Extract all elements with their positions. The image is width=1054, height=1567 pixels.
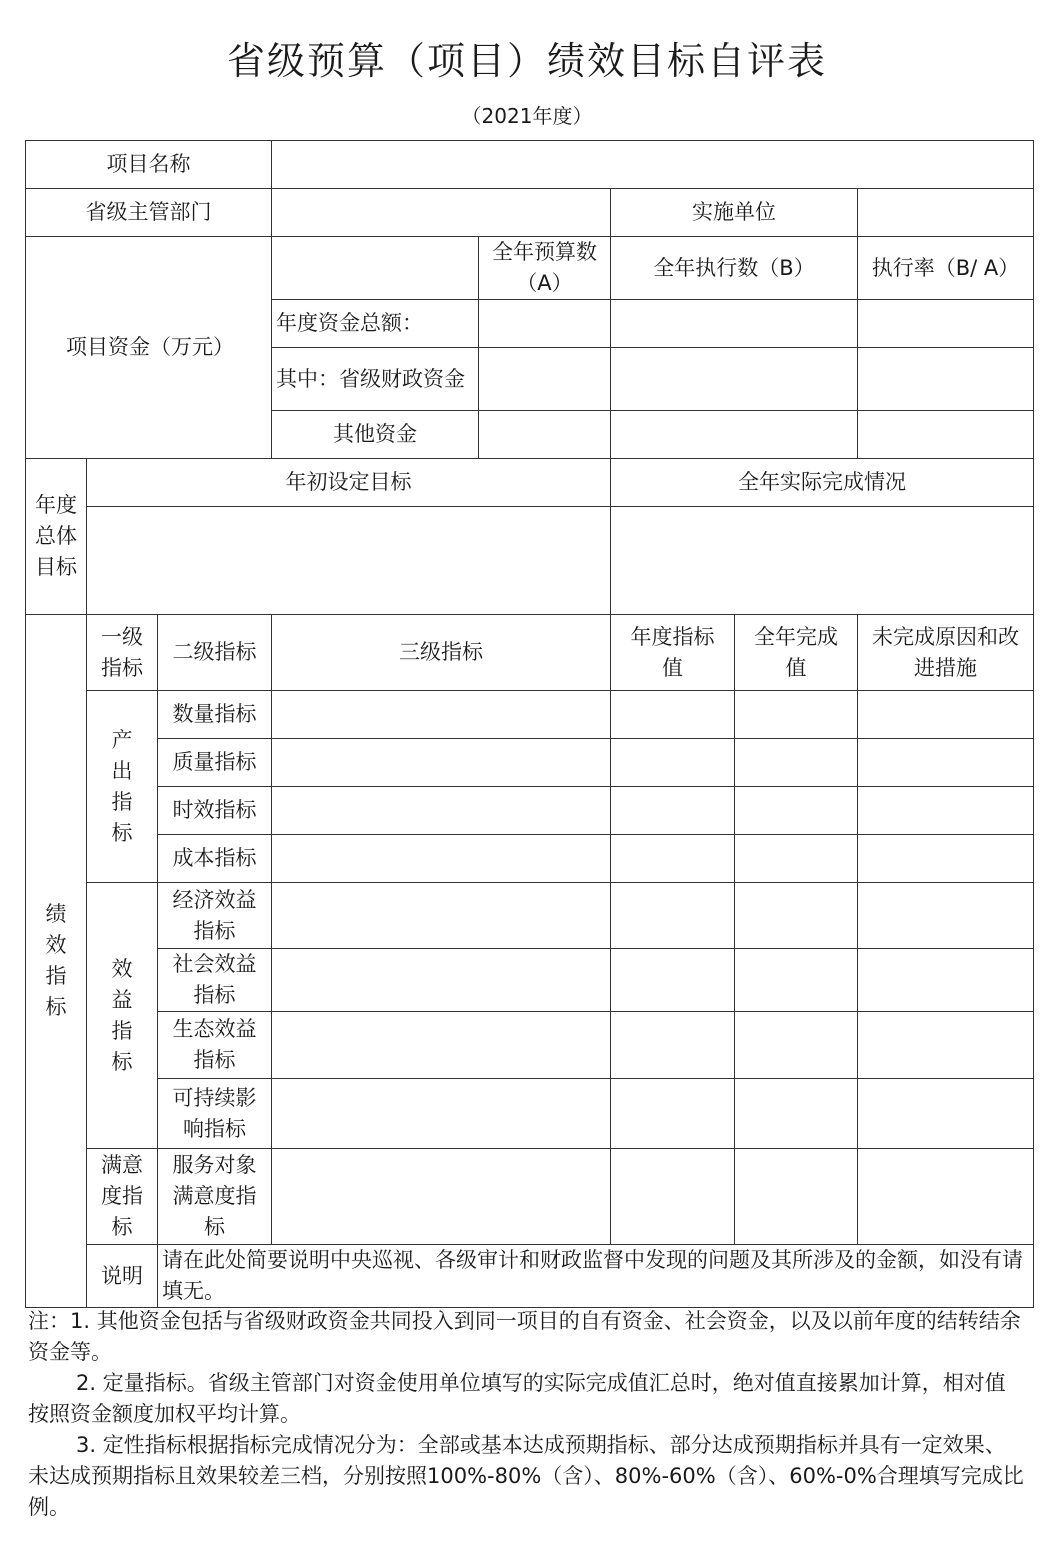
explanation-text[interactable]: 请在此处简要说明中央巡视、各级审计和财政监督中发现的问题及其所涉及的金额，如没有请填无。 [158, 1245, 1034, 1308]
provincial-fiscal-budget-field[interactable] [479, 348, 611, 411]
quantity-label: 数量指标 [158, 691, 272, 739]
social-target-field[interactable] [611, 949, 735, 1012]
provincial-fiscal-label: 其中：省级财政资金 [272, 348, 479, 411]
timeliness-completed-field[interactable] [735, 787, 858, 835]
supervising-dept-field[interactable] [272, 189, 611, 237]
economic-level3-field[interactable] [272, 883, 611, 949]
note-1: 注：1. 其他资金包括与省级财政资金共同投入到同一项目的自有资金、社会资金，以及以前年度的结转结余资金等。 [28, 1309, 1021, 1364]
funds-header-blank [272, 237, 479, 300]
ecological-level3-field[interactable] [272, 1012, 611, 1079]
quantity-completed-field[interactable] [735, 691, 858, 739]
sustainable-reasons-field[interactable] [858, 1079, 1034, 1149]
social-completed-field[interactable] [735, 949, 858, 1012]
timeliness-reasons-field[interactable] [858, 787, 1034, 835]
ecological-label [158, 1012, 272, 1079]
ecological-text: 生态效益指标 [172, 1017, 257, 1072]
economic-text: 经济效益指标 [172, 887, 257, 943]
other-funds-rate-field[interactable] [858, 411, 1034, 459]
service-satisfaction-label [158, 1149, 272, 1245]
annual-target-header: 年度指标值 [611, 615, 735, 691]
annual-total-rate-field[interactable] [858, 300, 1034, 348]
satisfaction-indicators-label [87, 1149, 158, 1245]
annual-total-label: 年度资金总额： [272, 300, 479, 348]
service-satisfaction-text: 服务对象满意度指标 [172, 1153, 257, 1239]
actual-completion-field[interactable] [611, 507, 1034, 615]
sustainable-label [158, 1079, 272, 1149]
economic-reasons-field[interactable] [858, 883, 1034, 949]
ecological-completed-field[interactable] [735, 1012, 858, 1079]
quality-completed-field[interactable] [735, 739, 858, 787]
economic-completed-field[interactable] [735, 883, 858, 949]
benefit-indicators-label [87, 883, 158, 1149]
cost-label: 成本指标 [158, 835, 272, 883]
quantity-level3-field[interactable] [272, 691, 611, 739]
timeliness-target-field[interactable] [611, 787, 735, 835]
sustainable-completed-field[interactable] [735, 1079, 858, 1149]
benefit-indicators-text: 效益指标 [111, 956, 133, 1074]
cost-completed-field[interactable] [735, 835, 858, 883]
execution-rate-label: 执行率（B/ A） [858, 237, 1034, 300]
satisfaction-target-field[interactable] [611, 1149, 735, 1245]
ecological-target-field[interactable] [611, 1012, 735, 1079]
annual-completed-header: 全年完成值 [735, 615, 858, 691]
implementing-unit-label: 实施单位 [611, 189, 858, 237]
other-funds-label: 其他资金 [272, 411, 479, 459]
sustainable-text: 可持续影响指标 [172, 1085, 257, 1141]
annual-total-execution-field[interactable] [611, 300, 858, 348]
quality-level3-field[interactable] [272, 739, 611, 787]
page-title: 省级预算（项目）绩效目标自评表 [226, 39, 827, 83]
ecological-reasons-field[interactable] [858, 1012, 1034, 1079]
explanation-label: 说明 [87, 1245, 158, 1308]
output-indicators-label [87, 691, 158, 883]
output-indicators-text: 产出指标 [111, 727, 133, 845]
notes-section [28, 1306, 1024, 1523]
project-name-field[interactable] [272, 141, 1034, 189]
note-3: 3. 定性指标根据指标完成情况分为：全部或基本达成预期指标、部分达成预期指标并具有一定效果、未达成预期指标且效果较差三档，分别按照100%-80%（含）、80%-60%（含）、60%-0%合理填写完成比例。 [28, 1433, 1024, 1519]
satisfaction-level3-field[interactable] [272, 1149, 611, 1245]
quality-reasons-field[interactable] [858, 739, 1034, 787]
implementing-unit-field[interactable] [858, 189, 1034, 237]
note-2: 2. 定量指标。省级主管部门对资金使用单位填写的实际完成值汇总时，绝对值直接累加计算，相对值按照资金额度加权平均计算。 [28, 1371, 1006, 1426]
supervising-dept-label: 省级主管部门 [26, 189, 272, 237]
sustainable-level3-field[interactable] [272, 1079, 611, 1149]
initial-goal-field[interactable] [87, 507, 611, 615]
performance-indicators-label [26, 615, 87, 1308]
sustainable-target-field[interactable] [611, 1079, 735, 1149]
cost-target-field[interactable] [611, 835, 735, 883]
self-evaluation-form [25, 140, 1034, 1308]
cost-level3-field[interactable] [272, 835, 611, 883]
social-reasons-field[interactable] [858, 949, 1034, 1012]
project-funds-label: 项目资金（万元） [26, 237, 272, 459]
satisfaction-reasons-field[interactable] [858, 1149, 1034, 1245]
reasons-header: 未完成原因和改进措施 [858, 615, 1034, 691]
level1-header-text: 一级指标 [101, 624, 143, 680]
social-text: 社会效益指标 [172, 952, 257, 1007]
annual-overall-goal-label: 年度总体目标 [26, 459, 87, 615]
other-funds-execution-field[interactable] [611, 411, 858, 459]
annual-total-budget-field[interactable] [479, 300, 611, 348]
cost-reasons-field[interactable] [858, 835, 1034, 883]
satisfaction-indicators-text: 满意度指标 [101, 1153, 143, 1239]
economic-label [158, 883, 272, 949]
satisfaction-completed-field[interactable] [735, 1149, 858, 1245]
page-subtitle: （2021年度） [461, 104, 593, 128]
quantity-reasons-field[interactable] [858, 691, 1034, 739]
performance-indicators-text: 绩效指标 [45, 902, 67, 1019]
quality-target-field[interactable] [611, 739, 735, 787]
quantity-target-field[interactable] [611, 691, 735, 739]
timeliness-label: 时效指标 [158, 787, 272, 835]
initial-goal-label: 年初设定目标 [87, 459, 611, 507]
actual-completion-label: 全年实际完成情况 [611, 459, 1034, 507]
other-funds-budget-field[interactable] [479, 411, 611, 459]
provincial-fiscal-rate-field[interactable] [858, 348, 1034, 411]
social-label [158, 949, 272, 1012]
annual-execution-label: 全年执行数（B） [611, 237, 858, 300]
annual-budget-label: 全年预算数（A） [479, 237, 611, 300]
social-level3-field[interactable] [272, 949, 611, 1012]
project-name-label: 项目名称 [26, 141, 272, 189]
level2-header: 二级指标 [158, 615, 272, 691]
timeliness-level3-field[interactable] [272, 787, 611, 835]
quality-label: 质量指标 [158, 739, 272, 787]
provincial-fiscal-execution-field[interactable] [611, 348, 858, 411]
level3-header: 三级指标 [272, 615, 611, 691]
level1-header [87, 615, 158, 691]
economic-target-field[interactable] [611, 883, 735, 949]
